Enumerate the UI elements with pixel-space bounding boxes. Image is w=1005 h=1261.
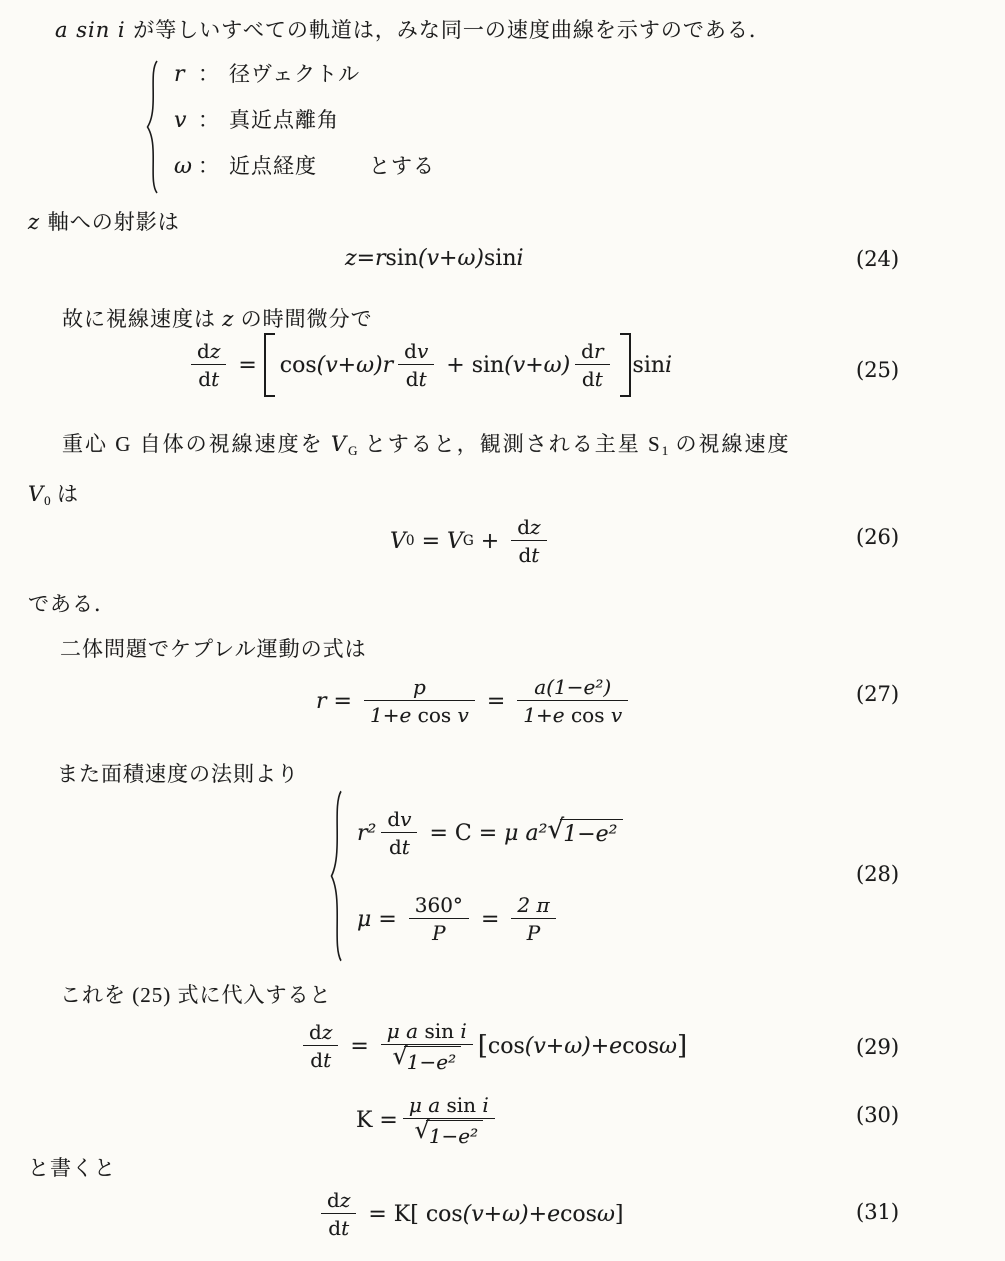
paragraph-substitute: これを (25) 式に代入すると [60, 983, 332, 1007]
eq24-sin: sin [385, 245, 419, 271]
d-symbol: d [581, 339, 594, 363]
var-z: z [209, 339, 221, 363]
fraction-dr-dt [575, 338, 609, 392]
d-symbol: d [328, 1216, 342, 1240]
equals-sign: = [480, 906, 500, 932]
paragraph-v0 [28, 478, 79, 509]
variable-list [146, 58, 566, 198]
eq25-arg2: (v+ω) [504, 352, 571, 378]
cos-function: cos [560, 1201, 597, 1227]
var-V: V [28, 482, 45, 506]
equals-sign: = [378, 906, 397, 932]
var-omega: ω [659, 1033, 677, 1059]
cos-function: cos [622, 1033, 660, 1059]
variable-symbol: v [174, 108, 187, 133]
var-v: v [416, 339, 429, 363]
equation-31 [316, 1184, 624, 1244]
equation-number-26: (26) [856, 525, 900, 549]
var-t: t [531, 543, 540, 567]
fraction-dz-dt [303, 1019, 338, 1073]
sin-function: sin [446, 1092, 483, 1117]
paragraph-z-projection [28, 206, 180, 236]
r-squared: r² [357, 820, 377, 846]
variable-symbol: ω [174, 154, 192, 179]
equals-C-equals: = C = [429, 820, 498, 846]
equation-number-28: (28) [856, 862, 900, 886]
var-t: t [401, 835, 410, 859]
paragraph-kepler: 二体問題でケプレル運動の式は [60, 637, 367, 661]
fraction-dz-dt [511, 514, 546, 568]
d-symbol: d [404, 339, 417, 363]
paragraph-radial-velocity-pre: 故に視線速度は [62, 307, 223, 331]
d-symbol: d [581, 367, 595, 391]
var-i: i [482, 1092, 489, 1117]
left-square-bracket [264, 333, 275, 397]
var-z: z [321, 1020, 333, 1044]
equals-sign: = [421, 528, 440, 554]
var-mu: μ [357, 906, 372, 932]
eq25-i: i [665, 352, 673, 378]
equals-sign: = [238, 352, 257, 378]
mu-a: μ a [408, 1092, 447, 1117]
paragraph-barycenter-seg3: の視線速度 [668, 432, 791, 456]
sqrt-icon: √ [547, 814, 565, 845]
equation-26 [390, 512, 552, 570]
fraction-dz-dt [191, 338, 226, 392]
eq27-den2a: 1+e [523, 703, 571, 727]
eq29-arg1: (v+ω)+e [524, 1033, 623, 1059]
var-t: t [341, 1216, 350, 1240]
colon: ： [198, 62, 219, 86]
fraction-a-over [517, 674, 628, 728]
var-V: V [330, 432, 349, 456]
plus-sign: + [446, 352, 465, 378]
variable-row-omega [174, 150, 435, 180]
fraction-K-expression [381, 1018, 473, 1075]
paragraph-radial-velocity-post: の時間微分で [234, 307, 373, 331]
eq27-num1: p [364, 674, 475, 701]
var-r: r [316, 688, 327, 714]
equation-28-lines [357, 803, 623, 949]
subscript-G: G [462, 533, 474, 549]
d-symbol: d [309, 1020, 322, 1044]
plus-sign: + [480, 528, 500, 554]
equation-24 [345, 240, 524, 276]
cos-function: cos [279, 352, 317, 378]
variable-label: 近点経度 [229, 154, 317, 178]
variable-label: 真近点離角 [229, 108, 339, 132]
paragraph-radial-velocity [62, 303, 373, 333]
eq24-i: i [516, 245, 524, 271]
left-bracket: [ [477, 1031, 488, 1061]
d-symbol: d [388, 835, 402, 859]
eq24-sin2: sin [484, 245, 517, 271]
eq24-arg: (v+ω) [418, 245, 485, 271]
eq27-num2: a(1−e²) [517, 674, 628, 701]
paragraph-areal-velocity: また面積速度の法則より [57, 762, 299, 786]
mu-a-squared: μ a² [504, 820, 548, 846]
variable-label: 径ヴェクトル [229, 62, 361, 86]
two-pi: 2 π [511, 892, 555, 919]
subscript-0: 0 [44, 492, 51, 508]
fraction-dz-dt [321, 1187, 356, 1241]
subscript-1: 1 [661, 442, 669, 458]
paragraph-barycenter-seg2: とすると，観測される主星 S [357, 432, 662, 456]
equation-28 [330, 790, 623, 962]
var-v: v [457, 703, 469, 727]
math-a-sin-i: a sin i [55, 18, 134, 42]
var-P: P [526, 921, 541, 945]
eq25-arg1: (v+ω)r [316, 352, 394, 378]
fraction-dv-dt [398, 338, 434, 392]
var-t: t [211, 367, 220, 391]
equation-number-24: (24) [856, 247, 900, 271]
equation-25 [186, 332, 672, 398]
equation-28-line2 [357, 889, 623, 949]
paragraph-z-projection-text: 軸への射影は [47, 210, 180, 234]
var-omega: ω [596, 1201, 615, 1227]
paragraph-barycenter [62, 428, 790, 459]
paragraph-barycenter-seg1: 重心 G 自体の視線速度を [62, 432, 331, 456]
sin-function: sin [632, 352, 666, 378]
equation-number-25: (25) [856, 358, 900, 382]
paragraph-v0-text: は [50, 482, 79, 506]
radicand: 1−e² [404, 1046, 461, 1075]
right-square-bracket [620, 333, 631, 397]
right-bracket: ] [614, 1201, 624, 1227]
cos-function: cos [425, 1201, 463, 1227]
eq31-arg1: (v+ω)+e [462, 1201, 561, 1227]
equals-sign: = [486, 688, 506, 714]
colon: ： [198, 154, 219, 178]
variable-symbol: r [174, 62, 185, 87]
var-V: V [390, 528, 406, 554]
var-t: t [594, 367, 603, 391]
sqrt-icon: √ [414, 1115, 430, 1144]
d-symbol: d [310, 1048, 324, 1072]
eq27-den1a: 1+e [369, 703, 418, 727]
d-symbol: d [197, 339, 210, 363]
paragraph-write-as: と書くと [28, 1156, 116, 1180]
var-t: t [323, 1048, 332, 1072]
cos-function: cos [487, 1033, 525, 1059]
eq24-lhs: z=r [345, 245, 386, 271]
equation-30 [356, 1088, 500, 1152]
paragraph-intro-text: が等しいすべての軌道は，みな同一の速度曲線を示すのである． [133, 18, 771, 42]
equation-number-30: (30) [856, 1103, 900, 1127]
var-V: V [447, 528, 463, 554]
variable-list-suffix: とする [369, 154, 435, 178]
360-degrees: 360° [409, 892, 469, 919]
fraction-p-over [364, 674, 475, 728]
radicand: 1−e² [560, 819, 622, 847]
equation-29 [298, 1012, 687, 1080]
equation-28-line1 [357, 803, 623, 863]
equals-sign: = [333, 688, 352, 714]
variable-row-r [174, 58, 360, 88]
mu-a: μ a [386, 1018, 425, 1043]
radicand: 1−e² [426, 1120, 483, 1149]
K-equals: K = [356, 1107, 398, 1133]
square-root [414, 1115, 484, 1149]
var-z: z [339, 1188, 351, 1212]
cos-function: cos [570, 703, 611, 727]
left-brace-icon [330, 790, 343, 962]
math-z: z [222, 307, 235, 331]
math-z: z [28, 210, 48, 234]
fraction-360-P [409, 892, 469, 946]
var-i: i [460, 1018, 467, 1043]
left-brace-icon [146, 60, 159, 194]
sin-function: sin [424, 1018, 461, 1043]
sin-function: sin [471, 352, 505, 378]
equation-number-27: (27) [856, 682, 900, 706]
d-symbol: d [387, 807, 401, 831]
d-symbol: d [198, 367, 212, 391]
var-v: v [400, 807, 412, 831]
d-symbol: d [405, 367, 419, 391]
var-t: t [418, 367, 427, 391]
d-symbol: d [327, 1188, 340, 1212]
d-symbol: d [517, 515, 531, 539]
var-r: r [593, 339, 604, 363]
variable-row-v [174, 104, 339, 134]
square-root [392, 1041, 461, 1075]
colon: ： [198, 108, 219, 132]
subscript-G: G [348, 442, 358, 458]
square-root [547, 814, 622, 847]
sqrt-icon: √ [392, 1041, 408, 1070]
fraction-dv-dt [381, 806, 417, 860]
cos-function: cos [417, 703, 458, 727]
var-v: v [610, 703, 623, 727]
equals-sign: = [350, 1033, 369, 1059]
subscript-0: 0 [405, 533, 415, 549]
equation-27 [316, 662, 633, 740]
equals-K-bracket: = K[ [368, 1201, 419, 1227]
d-symbol: d [518, 543, 532, 567]
fraction-2pi-P [511, 892, 555, 946]
var-P: P [432, 921, 446, 945]
right-bracket: ] [677, 1031, 688, 1061]
equation-number-29: (29) [856, 1035, 900, 1059]
fraction-K-expression [403, 1092, 495, 1149]
var-z: z [530, 515, 541, 539]
paragraph-dearu: である． [28, 592, 116, 616]
paragraph-intro [55, 14, 771, 44]
equation-number-31: (31) [856, 1200, 900, 1224]
